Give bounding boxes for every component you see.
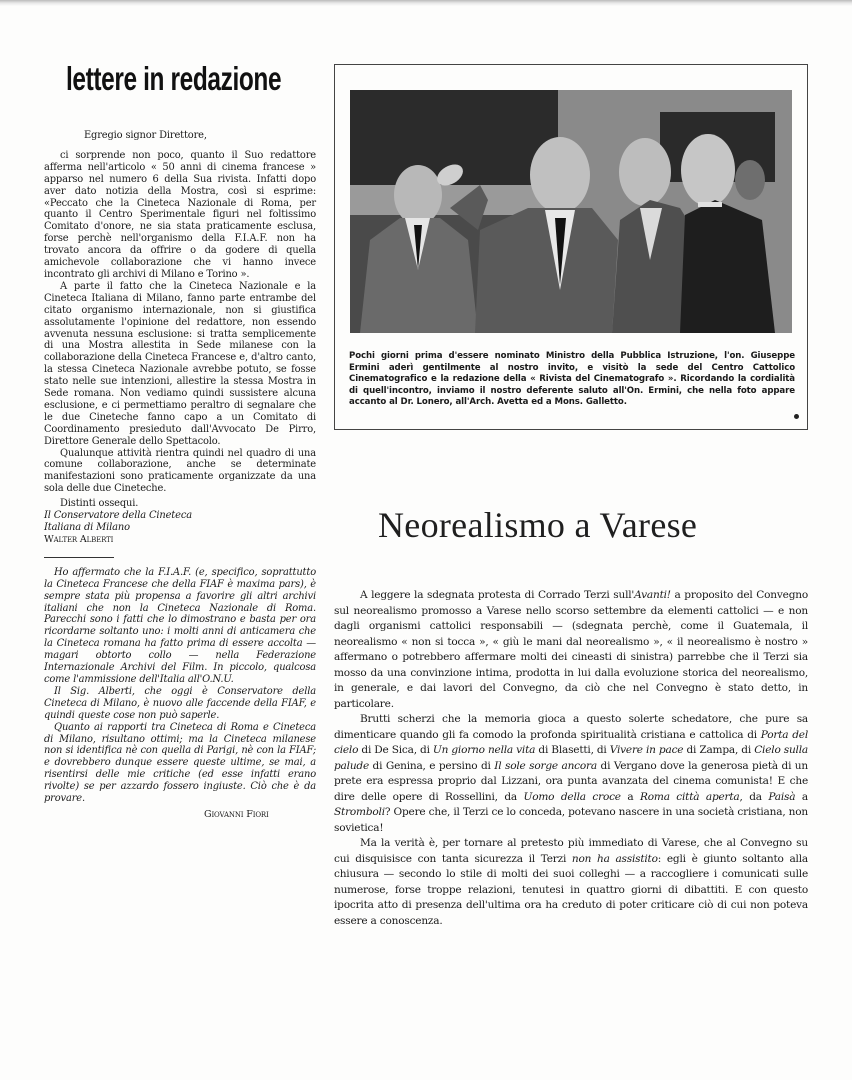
page-top-edge [0, 0, 852, 6]
signature-role-line2: Italiana di Milano [44, 522, 130, 533]
film-title: Il sole sorge ancora [494, 759, 597, 772]
film-title: Stromboli [334, 806, 385, 818]
letter-paragraph: Qualunque attività rientra quindi nel quadro di una comune collaborazione, anche se determinate manifestazioni sono praticamente organizzate da una sola delle due Cineteche. [44, 447, 316, 495]
film-title: Porta del cielo [334, 728, 808, 756]
reply-paragraph: Ho affermato che la F.I.A.F. (e, specifico, soprattutto la Cineteca Francese che della FIAF è maxima pars), è sempre stata più propensa a favorire gli altri archivi italiani che non la Cineteca Nazionale di Roma. Parecchi sono i fatti che lo dimostrano e basta per ora ricordarne soltanto uno: i molti anni di anticamera che la Cineteca romana ha fatto prima di essere accolta — magari obtorto collo — nella Federazione Internazionale Archivi del Film. In piccolo, qualcosa come l'ammissione dell'Italia all'O.N.U. [44, 566, 316, 685]
reply-divider [44, 557, 114, 558]
editor-reply [44, 567, 316, 821]
reply-signature-name: Giovanni Fiori [204, 808, 269, 820]
letter-paragraph: A parte il fatto che la Cineteca Nazionale e la Cineteca Italiana di Milano, fanno parte entrambe del citato organismo internazionale, non si giustifica assolutamente l'opinione del redattore, non essendo avvenuta nessuna esclusione: si tratta semplicemente di una Mostra allestita in Sede milanese con la collaborazione della Cineteca Francese e, d'altro canto, la stessa Cineteca Nazionale avrebbe potuto, se fosse stato nelle sue intenzioni, allestire la stessa Mostra in Sede romana. Non vediamo quindi sussistere alcuna esclusione, e ci permettiamo peraltro di segnalare che le due Cineteche fanno capo a un Comitato di Coordinamento presieduto dall'Avvocato De Pirro, Direttore Generale dello Spettacolo. [44, 280, 316, 447]
film-title: Paisà [768, 790, 796, 803]
film-title: non ha assistito [571, 852, 658, 865]
signature-role-line1: Il Conservatore della Cineteca [44, 510, 192, 522]
film-title: Avanti! [634, 589, 671, 601]
letters-column [44, 60, 316, 821]
section-title: lettere in redazione [66, 60, 282, 97]
film-title: Uomo della croce [523, 790, 621, 803]
photograph-five-men-icon [350, 90, 792, 333]
film-title: Vivere in pace [609, 744, 684, 756]
article-paragraph: Brutti scherzi che la memoria gioca a questo solerte schedatore, che pure sa dimenticare quando gli fa comodo la profonda spiritualità cristiana e cattolica di Porta del cielo di De Sica, di Un giorno nella vita di Blasetti, di Vivere in pace di Zampa, di Cielo sulla palude di Genina, e persino di Il sole sorge ancora di Vergano dove la generosa pietà di un prete era espressa proprio dal Lizzani, ora punta avanzata del cinema comunista! E che dire delle opere di Rossellini, da Uomo della croce a Roma città aperta, da Paisà a Stromboli? Opere che, il Terzi ce lo conceda, potevano nascere in una società cristiana, non sovietica! [334, 713, 808, 834]
article-paragraph: A leggere la sdegnata protesta di Corrado Terzi sull'Avanti! a proposito del Convegno sul neorealismo promosso a Varese nello scorso settembre da elementi cattolici — e non dagli organismi cattolici responsabili — (sdegnata perchè, come il Guatemala, il neorealismo « non si tocca », « giù le mani dal neorealismo », « il neorealismo è nostro » affermano o potrebbero affermare molti dei cineasti di sinistra) parrebbe che il Terzi sia mosso da una convinzione intima, prodotta in lui dalla evoluzione storica del neorealismo, in generale, e dai lavori del Convegno, da ciò che nel Convegno è stato detto, in particolare. [334, 589, 808, 710]
bullet-mark [794, 414, 799, 419]
letter-closing: Distinti ossequi. [60, 498, 139, 510]
film-title: Un giorno nella vita [432, 744, 536, 756]
photo-caption: Pochi giorni prima d'essere nominato Ministro della Pubblica Istruzione, l'on. Giuseppe Ermini aderì gentilmente al nostro invito, e visitò la sede del Centro Cattolico Cinematografico e la redazione della « Rivista del Cinematografo ». Ricordando la cordialità di quell'incontro, inviamo il nostro deferente saluto all'On. Ermini, che nella foto appare accanto al Dr. Lonero, all'Arch. Avetta ed a Mons. Galletto. [349, 351, 795, 408]
letter-paragraph: ci sorprende non poco, quanto il Suo redattore afferma nell'articolo « 50 anni di cinema francese » apparso nel numero 6 della Sua rivista. Infatti dopo aver dato notizia della Mostra, così si esprime: «Peccato che la Cineteca Nazionale di Roma, per quanto il Centro Sperimentale figuri nel foltissimo Comitato d'onore, ne sia stata praticamente esclusa, forse perchè nell'organismo della F.I.A.F. non ha trovato ancora da offrire o da godere di quella amichevole collaborazione che vi hanno invece incontrato gli archivi di Milano e Torino ». [44, 149, 316, 280]
article-title: Neorealismo a Varese [378, 505, 698, 545]
reply-paragraph: Quanto ai rapporti tra Cineteca di Roma e Cineteca di Milano, risultano ottimi; ma la Cineteca milanese non si identifica nè con quella di Parigi, nè con la FIAF; e dovrebbero dunque essere queste ultime, se mai, a risentirsi delle mie critiche (ed esse infatti erano rivolte) se per azzardo fossero ingiuste. Ciò che è da provare. [44, 721, 316, 805]
letter-signature-name: Walter Alberti [44, 533, 114, 545]
letter-salutation: Egregio signor Direttore, [84, 130, 207, 141]
film-title: Roma città aperta [640, 790, 740, 803]
letter-signature-role [44, 510, 316, 534]
photo-box [334, 64, 808, 430]
article-body [334, 588, 808, 929]
article-paragraph: Ma la verità è, per tornare al pretesto più immediato di Varese, che al Convegno su cui disquisisce con tanta sicurezza il Terzi non ha assistito: egli è giunto soltanto alla chiusura — secondo lo stile di molti dei suoi colleghi — a raccogliere i comunicati sulle numerose, forse troppe relazioni, tenutesi in quattro giorni di dibattiti. E con questo ipocrita atto di presenza dell'ultima ora ha creduto di poter criticare ciò di cui non poteva essere a conoscenza. [334, 837, 808, 927]
film-title: Cielo sulla palude [334, 744, 808, 772]
photograph [350, 90, 792, 333]
reply-paragraph: Il Sig. Alberti, che oggi è Conservatore della Cineteca di Milano, è nuovo alle faccende della FIAF, e quindi queste cose non può saperle. [44, 685, 316, 721]
letter-body [44, 130, 316, 546]
